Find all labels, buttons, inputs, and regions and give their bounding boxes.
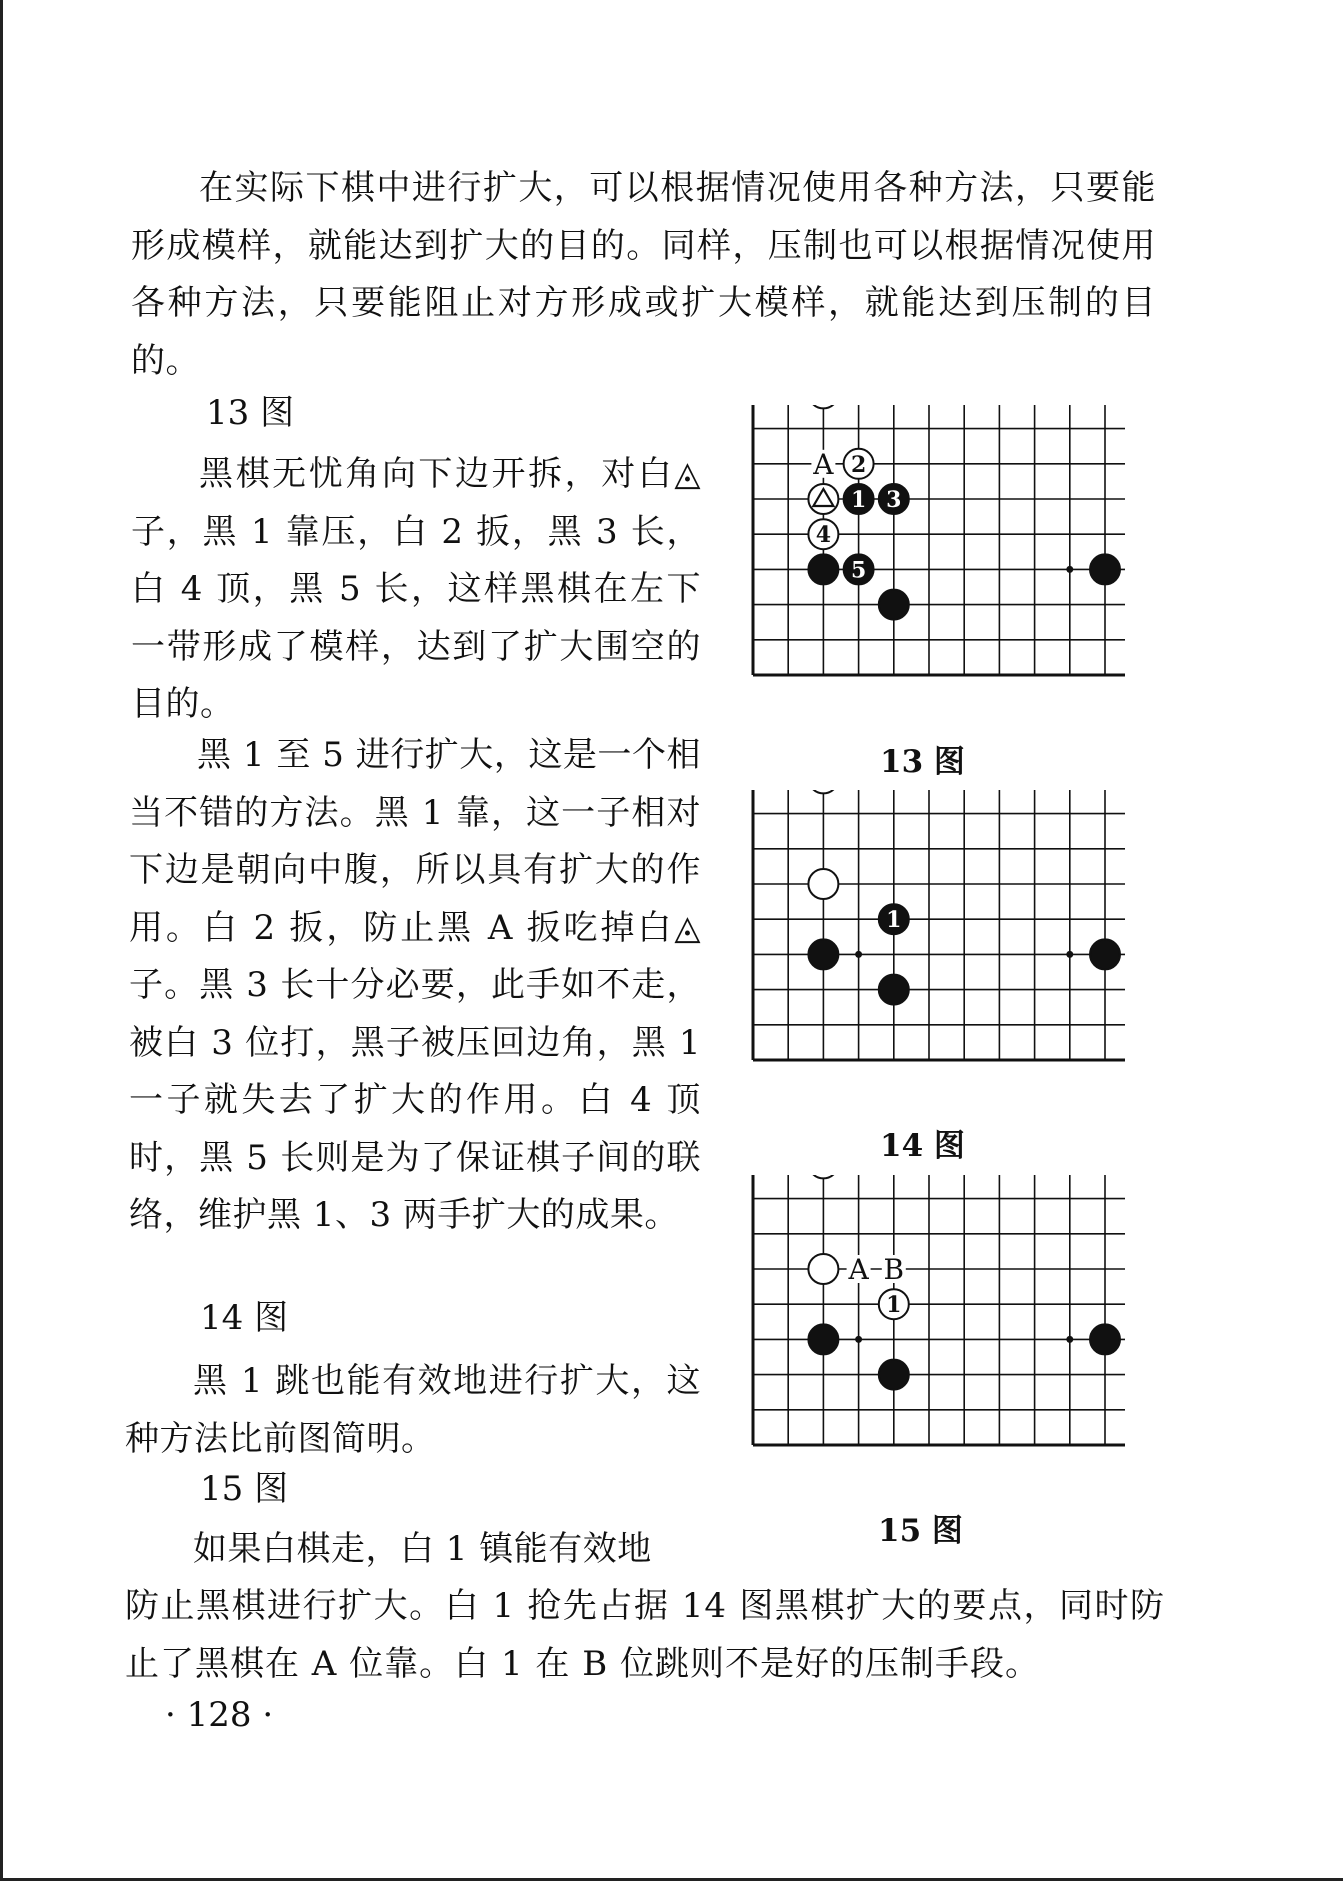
move-number: 2 (850, 451, 867, 478)
white-stone (808, 1254, 838, 1284)
position-letter: A (848, 1253, 869, 1286)
black-stone (879, 1360, 909, 1390)
star-point (1066, 1336, 1073, 1343)
star-point (855, 1336, 862, 1343)
black-stone (808, 939, 838, 969)
black-stone (1090, 554, 1120, 584)
section-heading-13: 13 图 (206, 393, 295, 433)
paragraph-15-continued: 防止黑棋进行扩大。白 1 抢先占据 14 图黑棋扩大的要点，同时防止了黑棋在 A 位靠。白 1 在 B 位跳则不是好的压制手段。 (125, 1586, 1165, 1684)
star-point (1066, 566, 1073, 573)
black-stone (1090, 1324, 1120, 1354)
black-stone (879, 590, 909, 620)
paragraph-14: 黑 1 跳也能有效地进行扩大，这种方法比前图简明。 (125, 1361, 701, 1459)
white-stone (808, 869, 838, 899)
figure-caption-15: 15 图 (878, 1513, 963, 1549)
move-number: 3 (886, 487, 902, 513)
white-stone (808, 1175, 838, 1178)
position-letter: A (813, 447, 834, 481)
black-stone (1090, 939, 1120, 969)
black-stone (808, 554, 838, 584)
move-number: 1 (886, 907, 902, 934)
paragraph-13: 黑棋无忧角向下边开拆，对白◬子，黑 1 靠压，白 2 扳，黑 3 长，白 4 顶，黑 5 长，这样黑棋在左下一带形成了模样，达到了扩大围空的目的。 (131, 454, 701, 724)
analysis-paragraph: 黑 1 至 5 进行扩大，这是一个相当不错的方法。黑 1 靠，这一子相对下边是朝向中腹，所以具有扩大的作用。白 2 扳，防止黑 A 扳吃掉白◬子。黑 3 长十分必要，此手如不走，被白 3 位打，黑子被压回边角，黑 1 一子就失去了扩大的作用。白 4 顶时，黑 5 长则是为了保证棋子间的联络，维护黑 1、3 两手扩大的成果。 (129, 735, 701, 1235)
paragraph-15-first-line: 如果白棋走，白 1 镇能有效地 (193, 1529, 652, 1569)
white-stone (808, 790, 838, 793)
star-point (1066, 951, 1073, 958)
intro-paragraph: 在实际下棋中进行扩大，可以根据情况使用各种方法，只要能形成模样，就能达到扩大的目的。同样，压制也可以根据情况使用各种方法，只要能阻止对方形成或扩大模样，就能达到压制的目的。 (131, 168, 1156, 381)
go-board-figure-15 (745, 1175, 1125, 1495)
move-number: 4 (815, 522, 832, 549)
black-stone (808, 1324, 838, 1354)
section-heading-14: 14 图 (200, 1298, 289, 1338)
go-board-figure-14 (745, 790, 1125, 1110)
go-board-figure-13 (745, 405, 1125, 725)
figure-caption-14: 14 图 (880, 1128, 965, 1164)
figure-caption-13: 13 图 (880, 744, 965, 780)
black-stone (879, 975, 909, 1005)
move-number: 1 (886, 1292, 902, 1319)
page-number: · 128 · (165, 1695, 274, 1735)
white-stone (808, 405, 838, 408)
section-heading-15: 15 图 (200, 1469, 289, 1509)
move-number: 1 (850, 487, 867, 513)
move-number: 5 (850, 557, 867, 584)
position-letter: B (883, 1253, 905, 1286)
star-point (855, 951, 862, 958)
